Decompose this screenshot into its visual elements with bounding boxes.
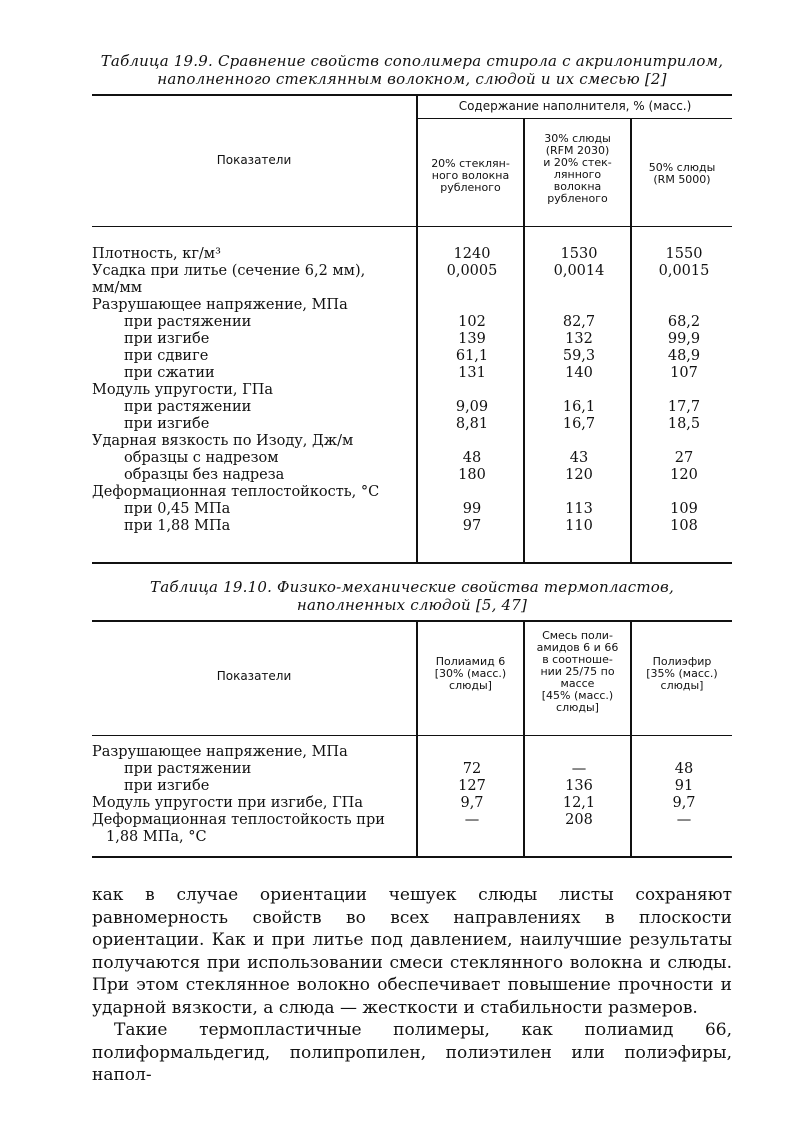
row-label: Плотность, кг/м³ [92,246,221,262]
table-19-10-body [92,744,732,846]
table-row [92,280,732,297]
body-text [92,884,732,1087]
table-19-9-body [92,246,732,535]
row-label: Деформационная теплостойкость, °С [92,484,380,500]
cell-value: 18,5 [667,416,701,432]
cell-value: 43 [569,450,589,466]
cell-value: 48,9 [667,348,701,364]
row-label: образцы без надреза [124,467,285,483]
row-label: 1,88 МПа, °С [106,829,207,845]
cell-value: 109 [670,501,698,517]
cell-value: 17,7 [667,399,701,415]
cell-value: — [571,761,587,777]
cell-value: 1550 [665,246,703,262]
table-row [92,761,732,778]
table-row [92,297,732,314]
cell-value: 27 [674,450,694,466]
cell-value: 113 [565,501,593,517]
cell-value: 110 [565,518,593,534]
table-top-rule [92,94,732,96]
cell-value: 139 [458,331,486,347]
row-label: при 1,88 МПа [124,518,231,534]
row-label: при сжатии [124,365,215,381]
table-row [92,501,732,518]
cell-value: 0,0015 [658,263,710,279]
table-row [92,795,732,812]
header-col2: 30% слюды (RFM 2030) и 20% стек- лянного волокна рубленого [543,132,612,205]
cell-value: 59,3 [562,348,596,364]
cell-value: 12,1 [562,795,596,811]
cell-value: 82,7 [562,314,596,330]
header-bottom-rule [92,226,732,227]
cell-value: 1530 [560,246,598,262]
table-row [92,829,732,846]
cell-value: 208 [565,812,593,828]
table-row [92,812,732,829]
table-top-rule [92,620,732,622]
group-header-rule [416,118,732,119]
cell-value: 140 [565,365,593,381]
cell-value: 120 [565,467,593,483]
cell-value: 108 [670,518,698,534]
row-label: Разрушающее напряжение, МПа [92,297,348,313]
table-19-10-caption [92,578,732,614]
table-row [92,365,732,382]
caption-line: наполненного стеклянным волокном, слюдой и их смесью [2] [157,70,667,88]
row-label: Разрушающее напряжение, МПа [92,744,348,760]
cell-value: 1240 [453,246,491,262]
table-row [92,314,732,331]
header-col3: Полиэфир [35% (масс.) слюды] [646,655,718,692]
table-row [92,382,732,399]
cell-value: 48 [462,450,482,466]
row-label: Деформационная теплостойкость при [92,812,385,828]
cell-value: 16,1 [562,399,596,415]
row-label: Ударная вязкость по Изоду, Дж/м [92,433,354,449]
table-row [92,246,732,263]
table-row [92,518,732,535]
cell-value: 99,9 [667,331,701,347]
cell-value: 48 [674,761,694,777]
table-row [92,399,732,416]
cell-value: 102 [458,314,486,330]
cell-value: — [464,812,480,828]
table-row [92,484,732,501]
cell-value: 91 [674,778,694,794]
cell-value: 99 [462,501,482,517]
cell-value: 120 [670,467,698,483]
header-col3: 50% слюды (RM 5000) [648,161,716,186]
table-row [92,263,732,280]
table-row [92,467,732,484]
cell-value: 9,09 [455,399,489,415]
cell-value: 68,2 [667,314,701,330]
cell-value: 9,7 [460,795,484,811]
cell-value: — [676,812,692,828]
table-19-9-caption [92,52,732,88]
header-label: Показатели [216,153,292,167]
cell-value: 61,1 [455,348,489,364]
cell-value: 136 [565,778,593,794]
cell-value: 97 [462,518,482,534]
row-label: при изгибе [124,778,210,794]
caption-line: Таблица 19.10. Физико-механические свойства термопластов, [150,578,674,596]
table-row [92,348,732,365]
cell-value: 0,0005 [446,263,498,279]
table-bottom-rule [92,562,732,564]
table-row [92,778,732,795]
cell-value: 107 [670,365,698,381]
cell-value: 9,7 [672,795,696,811]
header-label: Показатели [216,669,292,683]
row-label: при изгибе [124,331,210,347]
cell-value: 16,7 [562,416,596,432]
table-row [92,450,732,467]
cell-value: 131 [458,365,486,381]
table-row [92,433,732,450]
row-label: образцы с надрезом [124,450,279,466]
caption-line: Таблица 19.9. Сравнение свойств сополимера стирола с акрилонитрилом, [100,52,724,70]
cell-value: 0,0014 [553,263,605,279]
row-label: при изгибе [124,416,210,432]
row-label: Модуль упругости, ГПа [92,382,274,398]
row-label: при растяжении [124,399,252,415]
header-col1: Полиамид 6 [30% (масс.) слюды] [434,655,507,692]
header-col2: Смесь поли- амидов 6 и 66 в соотноше- нии 25/75 по массе [45% (масс.) слюды] [536,629,619,714]
table-bottom-rule [92,856,732,858]
table-row [92,744,732,761]
header-col1: 20% стеклян- ного волокна рубленого [431,157,510,194]
row-label: при растяжении [124,761,252,777]
row-label: при 0,45 МПа [124,501,231,517]
cell-value: 72 [462,761,482,777]
cell-value: 132 [565,331,593,347]
paragraph: как в случае ориентации чешуек слюды листы сохраняют равномерность свойств во всех направлениях в плоскости ориентации. Как и при литье под давлением, наилучшие результаты получаются при использовании смеси стеклянного волокна и слюды. При этом стеклянное волокно обеспечивает повышение прочности и ударной вязкости, а слюда — жесткости и стабильности размеров. [92,885,732,1018]
header-bottom-rule [92,735,732,736]
row-label: при сдвиге [124,348,209,364]
cell-value: 180 [458,467,486,483]
table-row [92,331,732,348]
cell-value: 127 [458,778,486,794]
row-label: Модуль упругости при изгибе, ГПа [92,795,363,811]
row-label: Усадка при литье (сечение 6,2 мм), [92,263,366,279]
caption-line: наполненных слюдой [5, 47] [296,596,528,614]
row-label: мм/мм [92,280,142,296]
row-label: при растяжении [124,314,252,330]
paragraph: Такие термопластичные полимеры, как полиамид 66, полиформальдегид, полипропилен, полиэтилен или полиэфиры, напол- [92,1020,732,1085]
cell-value: 8,81 [455,416,489,432]
header-group-label: Содержание наполнителя, % (масс.) [458,99,692,113]
table-row [92,416,732,433]
